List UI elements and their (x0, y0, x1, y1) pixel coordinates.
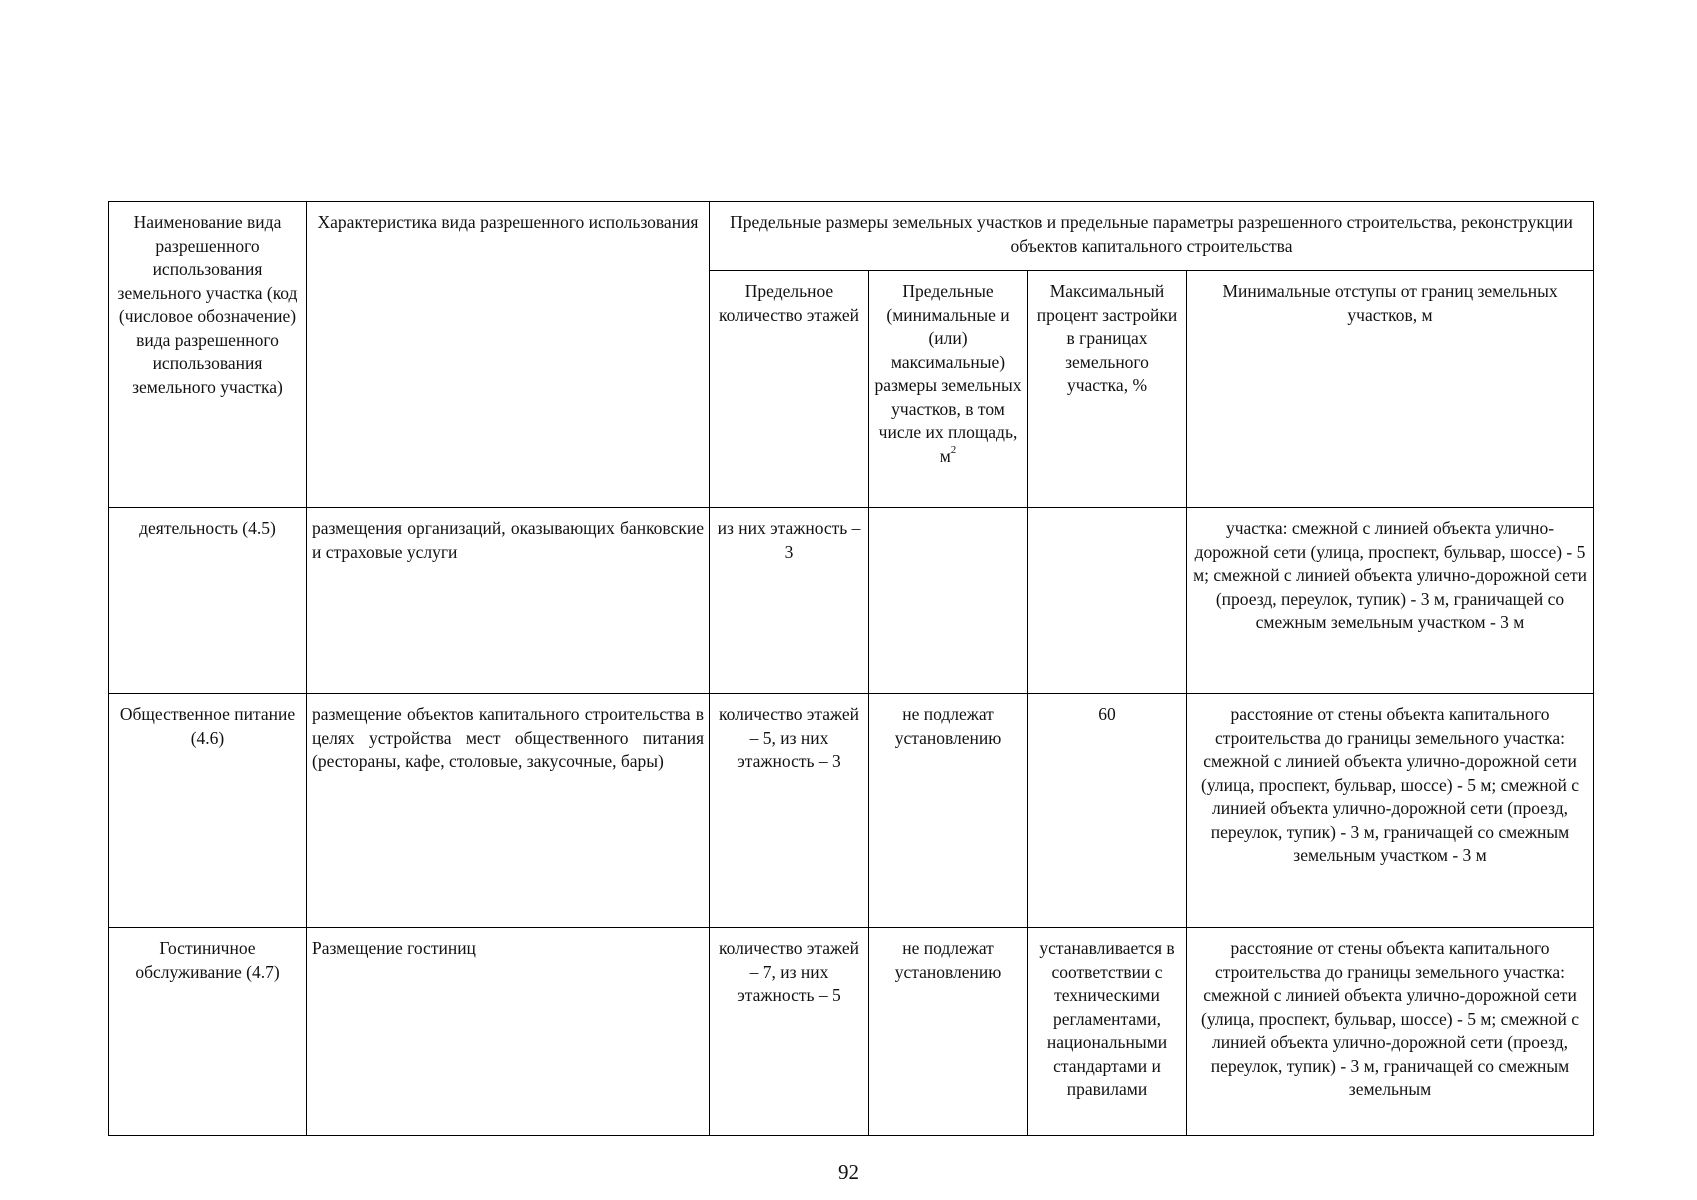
header-group-cell (710, 202, 1594, 271)
row-desc-cell: Размещение гостиниц (307, 928, 710, 1136)
header-percent-text: Максимальный процент застройки в границах земельного участка, % (1036, 281, 1178, 395)
land-use-table (108, 201, 1594, 1136)
header-desc-text: Характеристика вида разрешенного использования (317, 212, 699, 232)
page-number: 92 (838, 1160, 859, 1184)
header-name-cell (109, 202, 307, 508)
row-floors-cell: количество этажей – 5, из них этажность – 3 (710, 694, 869, 928)
row-name-cell: деятельность (4.5) (109, 508, 307, 694)
table-row (109, 508, 1594, 694)
header-group-text: Предельные размеры земельных участков и предельные параметры разрешенного строительства, реконструкции объектов капитального строительства (730, 212, 1573, 256)
table-row (109, 694, 1594, 928)
row-name-cell: Общественное питание (4.6) (109, 694, 307, 928)
header-row-1 (109, 202, 1594, 271)
row-size-cell: не подлежат установлению (869, 928, 1028, 1136)
header-percent-cell (1028, 271, 1187, 508)
row-setbacks-cell: расстояние от стены объекта капитального строительства до границы земельного участка: смежной с линией объекта улично-дорожной сети (улица, проспект, бульвар, шоссе) - 5 м; смежной с линией объекта улично-дорожной сети (проезд, переулок, тупик) - 3 м, граничащей со смежным земельным (1187, 928, 1594, 1136)
table-row (109, 928, 1594, 1136)
row-setbacks-cell: расстояние от стены объекта капитального строительства до границы земельного участка: смежной с линией объекта улично-дорожной сети (улица, проспект, бульвар, шоссе) - 5 м; смежной с линией объекта улично-дорожной сети (проезд, переулок, тупик) - 3 м, граничащей со смежным земельным участком - 3 м (1187, 694, 1594, 928)
header-desc-cell (307, 202, 710, 508)
header-size-sup: 2 (950, 443, 957, 456)
header-name-text: Наименование вида разрешенного использования земельного участка (код (числовое обозначение) вида разрешенного использования земельного участка) (117, 212, 298, 397)
row-size-cell: не подлежат установлению (869, 694, 1028, 928)
header-setbacks-cell (1187, 271, 1594, 508)
header-setbacks-text: Минимальные отступы от границ земельных участков, м (1222, 281, 1558, 325)
row-floors-cell: количество этажей – 7, из них этажность – 5 (710, 928, 869, 1136)
header-floors-text: Предельное количество этажей (718, 281, 860, 325)
row-size-cell (869, 508, 1028, 694)
row-desc-cell: размещения организаций, оказывающих банковские и страховые услуги (307, 508, 710, 694)
row-floors-cell: из них этажность – 3 (710, 508, 869, 694)
row-setbacks-cell: участка: смежной с линией объекта улично-дорожной сети (улица, проспект, бульвар, шоссе) - 5 м; смежной с линией объекта улично-дорожной сети (проезд, переулок, тупик) - 3 м, граничащей со смежным земельным участком - 3 м (1187, 508, 1594, 694)
header-size-text: Предельные (минимальные и (или) максимальные) размеры земельных участков, в том числе их площадь, м (874, 281, 1022, 466)
row-percent-cell: устанавливается в соответствии с техническими регламентами, национальными стандартами и правилами (1028, 928, 1187, 1136)
row-percent-cell: 60 (1028, 694, 1187, 928)
header-floors-cell (710, 271, 869, 508)
row-percent-cell (1028, 508, 1187, 694)
header-size-cell (869, 271, 1028, 508)
row-desc-cell: размещение объектов капитального строительства в целях устройства мест общественного питания (рестораны, кафе, столовые, закусочные, бары) (307, 694, 710, 928)
row-name-cell: Гостиничное обслуживание (4.7) (109, 928, 307, 1136)
